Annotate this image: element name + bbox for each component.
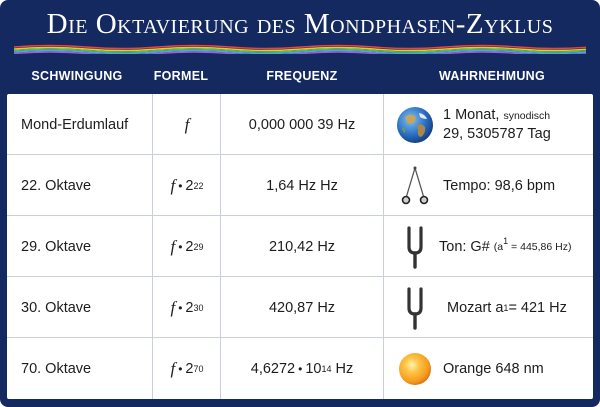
- schwingung-cell: Mond-Erdumlauf: [21, 116, 129, 133]
- wahrnehmung-cell: Orange 648 nm: [443, 360, 544, 377]
- header-schwingung: SCHWINGUNG: [31, 69, 123, 83]
- table-row: [7, 277, 593, 338]
- formula-symbol: f: [184, 114, 190, 134]
- wahrnehmung-cell: Mozart a 1 = 421 Hz: [447, 299, 567, 316]
- formula-base: 2: [185, 177, 194, 194]
- freq-unit: Hz: [335, 360, 354, 377]
- formel-cell: [154, 94, 220, 155]
- formula-symbol: f: [170, 175, 176, 195]
- percept-small: [493, 235, 572, 253]
- wahrnehmung-cell: [439, 216, 589, 277]
- percept-rest: = 421 Hz: [508, 299, 567, 316]
- formula-dot: •: [178, 239, 183, 254]
- percept-small-close: = 445,86 Hz): [508, 240, 572, 253]
- table-row: [7, 216, 593, 277]
- percept-text: Ton: G#: [439, 238, 490, 255]
- frequenz-cell: 4,6272 • 10 14 Hz: [250, 360, 354, 377]
- earth-globe-icon: [387, 94, 443, 155]
- formula-base: 2: [185, 360, 194, 377]
- formula-symbol: f: [170, 358, 176, 378]
- freq-mantissa: 4,6272: [250, 360, 296, 377]
- freq-base: 10: [305, 360, 322, 377]
- table-row: [7, 94, 593, 155]
- header-frequenz: FREQUENZ: [266, 69, 338, 83]
- tuning-fork-icon: [387, 216, 443, 277]
- page-title: Die Oktavierung des Mondphasen-Zyklus: [46, 8, 554, 40]
- table-row: [7, 155, 593, 216]
- frequenz-cell: 1,64 Hz Hz: [266, 177, 338, 194]
- formula-symbol: f: [170, 297, 176, 317]
- percept-text: 1 Monat,: [443, 107, 500, 123]
- metronome-pendulum-icon: [387, 155, 443, 216]
- formula-dot: •: [178, 361, 183, 376]
- schwingung-cell: 22. Oktave: [21, 177, 92, 194]
- percept-small-open: (a: [493, 240, 504, 253]
- frequenz-cell: 420,87 Hz: [268, 299, 336, 316]
- schwingung-cell: 29. Oktave: [21, 238, 92, 255]
- orange-sphere-icon: [387, 338, 443, 399]
- percept-small: synodisch: [503, 110, 551, 122]
- frequenz-cell: 0,000 000 39 Hz: [248, 116, 356, 133]
- percept-text: Mozart a: [447, 299, 504, 316]
- formula-symbol: f: [170, 236, 176, 256]
- formula-dot: •: [178, 300, 183, 315]
- percept-small-sup: 1: [503, 235, 509, 246]
- formel-cell: f • 2 22: [170, 175, 204, 195]
- tuning-fork-icon: [387, 277, 443, 338]
- wahrnehmung-cell: Tempo: 98,6 bpm: [443, 177, 556, 194]
- formula-dot: •: [178, 178, 183, 193]
- freq-times: •: [298, 361, 303, 376]
- oktavierung-table: [7, 94, 593, 399]
- table-row: [7, 338, 593, 399]
- formula-base: 2: [185, 238, 194, 255]
- table-header: [0, 64, 600, 88]
- formel-cell: f • 2 70: [170, 358, 204, 378]
- formel-cell: f • 2 30: [170, 297, 204, 317]
- rainbow-wave-decoration: [14, 44, 586, 54]
- schwingung-cell: 30. Oktave: [21, 299, 92, 316]
- formula-base: 2: [185, 299, 194, 316]
- percept-text: 29, 5305787 Tag: [443, 126, 551, 142]
- formel-cell: f • 2 29: [170, 236, 204, 256]
- header-wahrnehmung: WAHRNEHMUNG: [438, 69, 546, 83]
- schwingung-cell: 70. Oktave: [21, 360, 92, 377]
- header-formel: FORMEL: [153, 69, 209, 83]
- frequenz-cell: 210,42 Hz: [268, 238, 336, 255]
- wahrnehmung-cell: [443, 94, 593, 155]
